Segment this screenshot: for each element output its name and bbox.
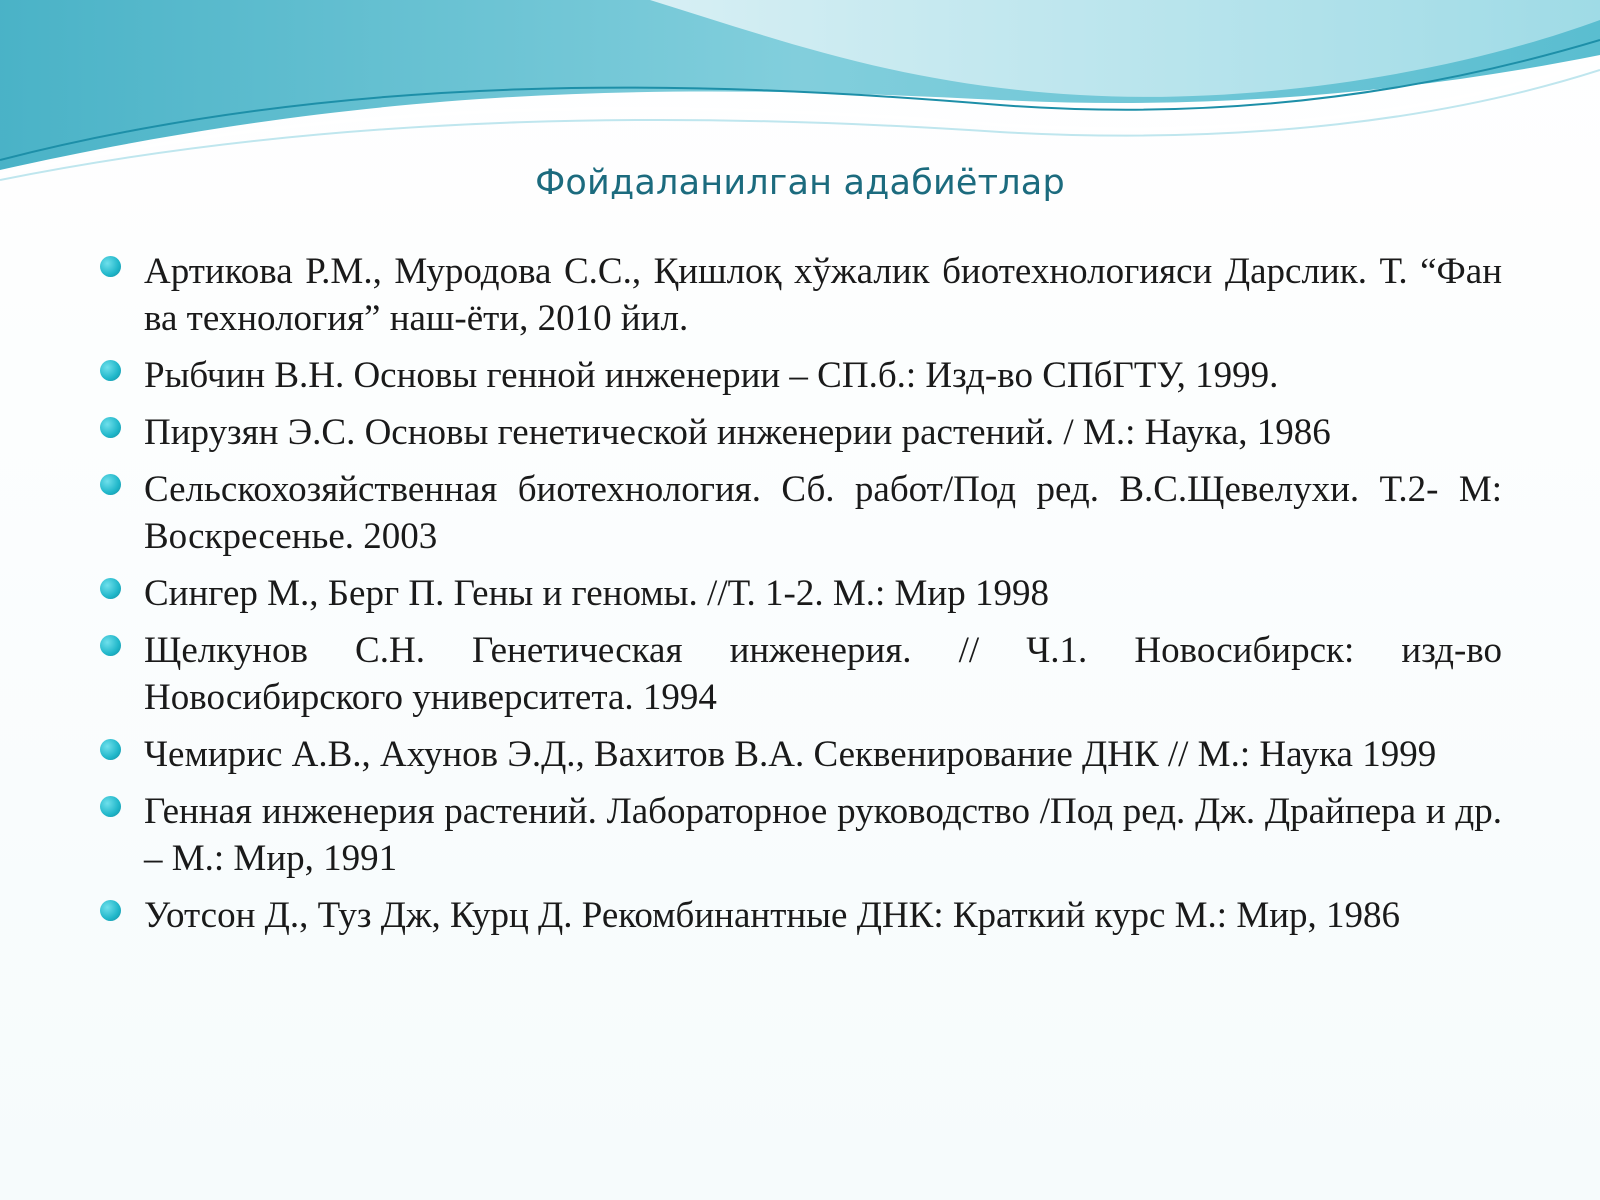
reference-text: Сингер М., Берг П. Гены и геномы. //Т. 1-2. М.: Мир 1998 [144, 573, 1049, 614]
bullet-icon [100, 796, 121, 817]
bullet-icon [100, 739, 121, 760]
reference-item [100, 570, 1502, 617]
references-list [100, 248, 1502, 949]
reference-item [100, 409, 1502, 456]
reference-text: Чемирис А.В., Ахунов Э.Д., Вахитов В.А. Секвенирование ДНК // М.: Наука 1999 [144, 734, 1437, 775]
reference-text: Сельскохозяйственная биотехнология. Сб. работ/Под ред. В.С.Щевелухи. Т.2- М: Воскресенье. 2003 [144, 469, 1502, 557]
reference-text: Уотсон Д., Туз Дж, Курц Д. Рекомбинантные ДНК: Краткий курс М.: Мир, 1986 [144, 895, 1401, 936]
reference-text: Артикова Р.М., Муродова С.С., Қишлоқ хўжалик биотехнологияси Дарслик. Т. “Фан ва технология” наш-ёти, 2010 йил. [144, 251, 1502, 339]
reference-item [100, 466, 1502, 560]
reference-text: Рыбчин В.Н. Основы генной инженерии – СП.б.: Изд-во СПбГТУ, 1999. [144, 355, 1279, 396]
bullet-icon [100, 635, 121, 656]
bullet-icon [100, 578, 121, 599]
bullet-icon [100, 474, 121, 495]
reference-item [100, 248, 1502, 342]
reference-item [100, 731, 1502, 778]
reference-item [100, 892, 1502, 939]
reference-item [100, 627, 1502, 721]
reference-text: Пирузян Э.С. Основы генетической инженерии растений. / М.: Наука, 1986 [144, 412, 1331, 453]
bullet-icon [100, 900, 121, 921]
reference-text: Генная инженерия растений. Лабораторное руководство /Под ред. Дж. Драйпера и др. – М.: Мир, 1991 [144, 791, 1502, 879]
reference-text: Щелкунов С.Н. Генетическая инженерия. // Ч.1. Новосибирск: изд-во Новосибирского университета. 1994 [144, 630, 1502, 718]
bullet-icon [100, 417, 121, 438]
bullet-icon [100, 256, 121, 277]
reference-item [100, 352, 1502, 399]
slide-title: Фойдаланилган адабиётлар [535, 163, 1065, 203]
bullet-icon [100, 360, 121, 381]
reference-item [100, 788, 1502, 882]
